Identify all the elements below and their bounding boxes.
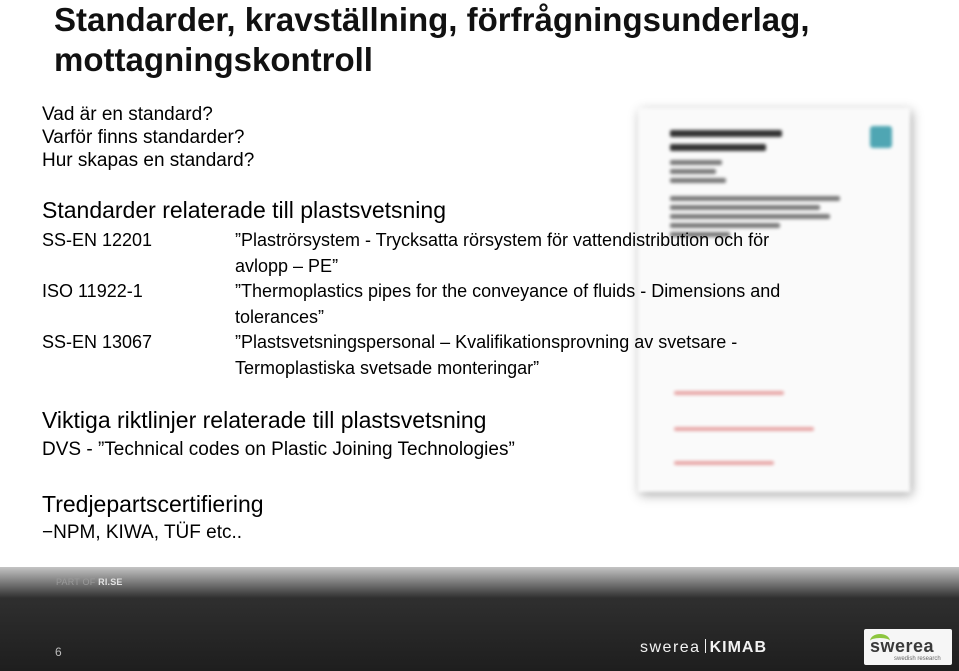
standard-description [235,278,885,330]
standard-description [235,227,885,279]
question-list [42,103,254,172]
certification-text: −NPM, KIWA, TÜF etc.. [42,522,243,543]
slide-title: Standarder, kravställning, förfrågningsunderlag, mottagningskontroll [54,1,810,78]
logo-word-swerea: swerea [640,639,701,656]
guidelines-text: DVS - ”Technical codes on Plastic Joining Technologies” [42,439,515,460]
description-line: ”Thermoplastics pipes for the conveyance of fluids - Dimensions and [235,281,781,301]
rise-brand: RI.SE [98,577,123,587]
standard-logo-icon [870,126,892,148]
page-number: 6 [55,645,62,659]
description-line: avlopp – PE” [235,256,339,276]
logo-word-kimab: KIMAB [709,639,768,656]
standard-description [235,329,885,381]
description-line: tolerances” [235,307,325,327]
swerea-logo [864,629,952,665]
question-item: Hur skapas en standard? [42,150,255,171]
part-of-rise-label [56,577,123,587]
description-line: Termoplastiska svetsade monteringar” [235,358,540,378]
swerea-tagline: swedish research [894,656,941,662]
standards-heading: Standarder relaterade till plastsvetsning [42,197,447,223]
swerea-wordmark: swerea [870,636,935,656]
standard-code: SS-EN 12201 [42,230,153,250]
slide-footer [0,567,959,671]
question-item: Vad är en standard? [42,104,213,125]
standard-code: SS-EN 13067 [42,332,153,352]
description-line: ”Plastsvetsningspersonal – Kvalifikationsprovning av svetsare - [235,332,738,352]
description-line: ”Plaströrsystem - Trycksatta rörsystem för vattendistribution och för [235,230,770,250]
certification-heading: Tredjepartscertifiering [42,491,264,517]
standard-code: ISO 11922-1 [42,281,143,301]
swerea-kimab-logo [640,639,767,657]
question-item: Varför finns standarder? [42,127,245,148]
guidelines-heading: Viktiga riktlinjer relaterade till plastsvetsning [42,407,487,433]
logo-separator [705,639,706,653]
part-of-prefix: PART OF [56,577,96,587]
